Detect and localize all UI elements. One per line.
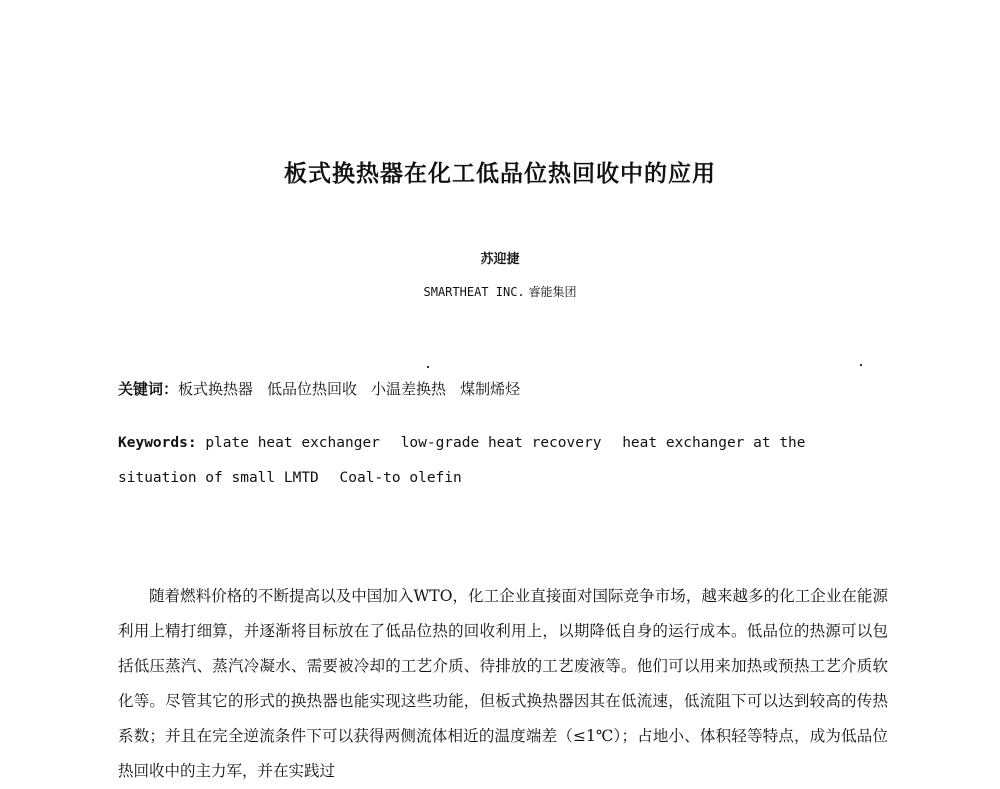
keywords-english bbox=[118, 426, 888, 496]
author-name: 苏迎捷 bbox=[480, 252, 520, 267]
keyword-term: 煤制烯烃 bbox=[460, 380, 521, 398]
keyword-term: plate heat exchanger bbox=[205, 435, 380, 451]
affiliation-english: SMARTHEAT INC. bbox=[423, 285, 525, 299]
keyword-term: low-grade heat recovery bbox=[400, 435, 602, 451]
affiliation bbox=[0, 283, 1000, 300]
keyword-term: 板式换热器 bbox=[178, 380, 254, 398]
affiliation-chinese: 睿能集团 bbox=[528, 285, 577, 299]
keyword-term: Coal-to olefin bbox=[339, 470, 462, 486]
scan-speck bbox=[427, 366, 429, 368]
paper-title: 板式换热器在化工低品位热回收中的应用 bbox=[284, 161, 716, 187]
keywords-chinese-label: 关键词： bbox=[118, 380, 179, 398]
keywords-english-label: Keywords: bbox=[118, 435, 197, 451]
keywords-chinese bbox=[118, 378, 534, 399]
keyword-term: 低品位热回收 bbox=[267, 380, 358, 398]
scan-speck bbox=[860, 364, 862, 366]
body-paragraph: 随着燃料价格的不断提高以及中国加入WTO，化工企业直接面对国际竞争市场，越来越多的化工企业在能源利用上精打细算，并逐渐将目标放在了低品位热的回收利用上，以期降低自身的运行成本。低品位的热源可以包括低压蒸汽、蒸汽冷凝水、需要被冷却的工艺介质、待排放的工艺废液等。他们可以用来加热或预热工艺介质软化等。尽管其它的形式的换热器也能实现这些功能，但板式换热器因其在低流速，低流阻下可以达到较高的传热系数；并且在完全逆流条件下可以获得两侧流体相近的温度端差（≤1℃）；占地小、体积轻等特点，成为低品位热回收中的主力军，并在实践过 bbox=[118, 586, 888, 780]
keyword-term: 小温差换热 bbox=[371, 380, 447, 398]
keyword-term: heat exchanger at the situation of small LMTD bbox=[118, 435, 806, 486]
